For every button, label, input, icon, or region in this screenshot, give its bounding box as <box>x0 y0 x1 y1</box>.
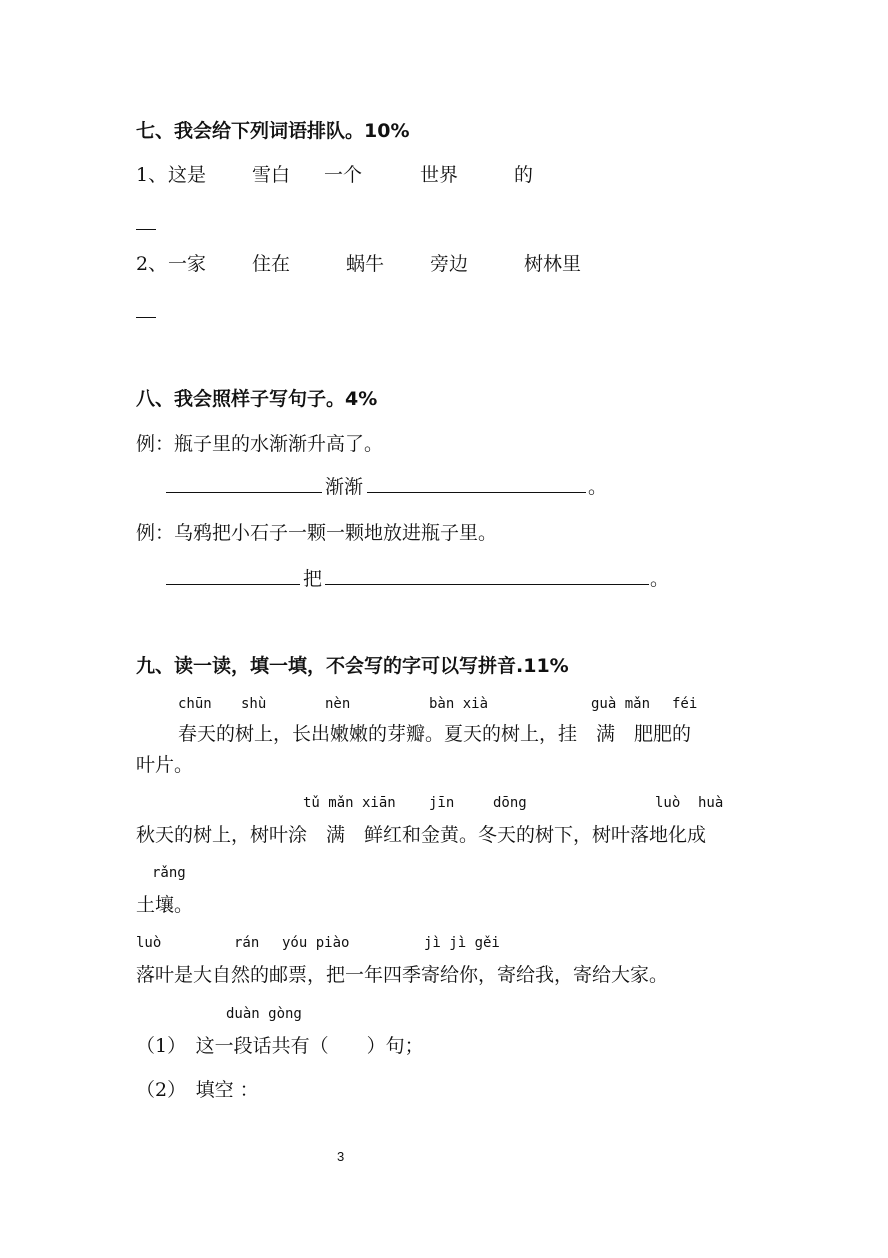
q1-word: 的 <box>514 164 534 186</box>
answer-period: 。 <box>650 568 670 590</box>
pinyin: bàn xià <box>429 696 489 712</box>
passage-line: 叶片。 <box>136 754 194 776</box>
section8-title: 八、我会照样子写句子。4% <box>136 388 378 410</box>
q2-word: 一家 <box>168 253 207 275</box>
pinyin: luò <box>655 795 681 811</box>
pinyin: jīn <box>429 795 455 811</box>
answer-period: 。 <box>588 476 608 498</box>
q1-word: 世界 <box>420 164 459 186</box>
question-1: （1） 这一段话共有（ ）句； <box>136 1035 424 1057</box>
pinyin: chūn <box>178 696 212 712</box>
pinyin: tǔ mǎn xiān <box>303 795 396 811</box>
answer-keyword: 把 <box>303 568 323 590</box>
pinyin: shù <box>241 696 267 712</box>
passage-line: 春天的树上，长出嫩嫩的芽瓣。夏天的树上，挂 满 肥肥的 <box>178 723 692 745</box>
answer-blank[interactable] <box>166 472 322 493</box>
q2-answer-line[interactable] <box>136 317 156 318</box>
passage-line: 土壤。 <box>136 894 194 916</box>
question-2: （2） 填空 ： <box>136 1079 259 1101</box>
q1-word: 一个 <box>324 164 363 186</box>
answer-blank[interactable] <box>166 564 300 585</box>
q1-word: 这是 <box>168 164 207 186</box>
answer-blank[interactable] <box>367 472 586 493</box>
q2-word: 住在 <box>252 253 291 275</box>
answer-blank[interactable] <box>325 564 649 585</box>
pinyin: jì jì gěi <box>424 935 500 951</box>
pinyin: guà mǎn <box>591 696 651 712</box>
q2-number: 2、 <box>136 253 168 275</box>
pinyin: dōng <box>493 795 527 811</box>
passage-line: 秋天的树上，树叶涂 满 鲜红和金黄。冬天的树下，树叶落地化成 <box>136 824 707 846</box>
section9-title: 九、读一读，填一填，不会写的字可以写拼音.11% <box>136 655 569 677</box>
q2-word: 蜗牛 <box>346 253 385 275</box>
pinyin: duàn gòng <box>226 1006 302 1022</box>
example-sentence-2: 例：乌鸦把小石子一颗一颗地放进瓶子里。 <box>136 522 498 544</box>
q2-word: 旁边 <box>430 253 469 275</box>
q2-word: 树林里 <box>524 253 582 275</box>
pinyin: yóu piào <box>282 935 350 951</box>
passage-line: 落叶是大自然的邮票，把一年四季寄给你，寄给我，寄给大家。 <box>136 964 669 986</box>
q1-answer-line[interactable] <box>136 229 156 230</box>
example-sentence-1: 例：瓶子里的水渐渐升高了。 <box>136 433 384 455</box>
pinyin: rán <box>234 935 260 951</box>
answer-keyword: 渐渐 <box>325 476 364 498</box>
pinyin: huà <box>698 795 724 811</box>
pinyin: nèn <box>325 696 351 712</box>
page-number: 3 <box>337 1149 345 1164</box>
section7-title: 七、我会给下列词语排队。10% <box>136 120 410 142</box>
q1-number: 1、 <box>136 164 168 186</box>
pinyin: rǎng <box>152 865 186 881</box>
pinyin: luò <box>136 935 162 951</box>
pinyin: féi <box>672 696 698 712</box>
q1-word: 雪白 <box>252 164 291 186</box>
